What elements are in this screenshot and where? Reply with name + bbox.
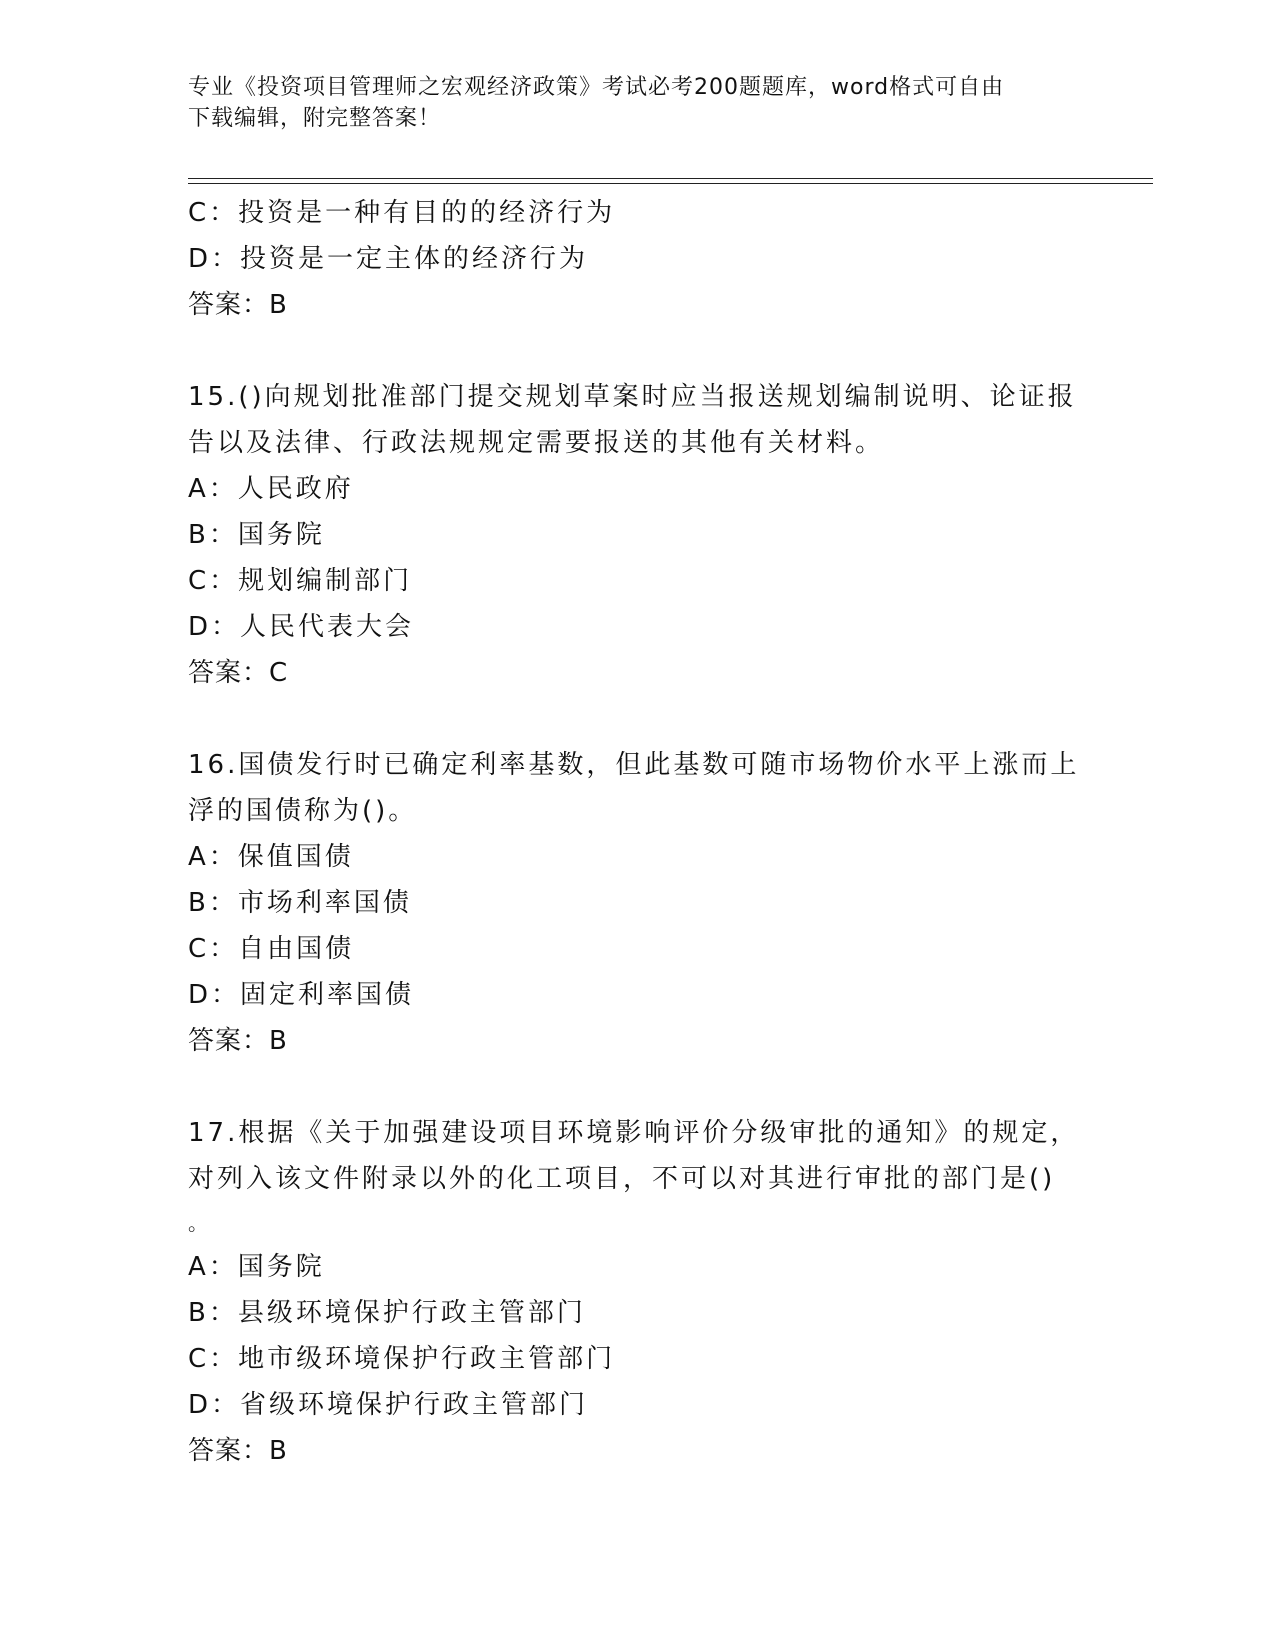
question-14-tail <box>188 190 1088 328</box>
answer-line: 答案：B <box>188 290 288 320</box>
question-15 <box>188 374 1088 696</box>
option-b: B：县级环境保护行政主管部门 <box>188 1298 586 1328</box>
question-stem-line-2: 浮的国债称为()。 <box>188 796 418 826</box>
option-a: A：人民政府 <box>188 474 354 504</box>
question-stem-line-1: 15.()向规划批准部门提交规划草案时应当报送规划编制说明、论证报 <box>188 382 1077 412</box>
question-stem-line-1: 17.根据《关于加强建设项目环境影响评价分级审批的通知》的规定， <box>188 1118 1080 1148</box>
answer-line: 答案：B <box>188 1436 288 1466</box>
option-a: A：保值国债 <box>188 842 354 872</box>
option-b: B：国务院 <box>188 520 325 550</box>
question-stem-line-3: 。 <box>188 1211 208 1235</box>
spacer <box>188 696 1088 742</box>
header-divider-top <box>188 178 1153 179</box>
header-line-2: 下载编辑，附完整答案！ <box>188 106 442 131</box>
option-d: D：投资是一定主体的经济行为 <box>188 244 589 274</box>
spacer <box>188 1064 1088 1110</box>
header-line-1: 专业《投资项目管理师之宏观经济政策》考试必考200题题库，word格式可自由 <box>188 75 1005 100</box>
question-stem-line-2: 告以及法律、行政法规规定需要报送的其他有关材料。 <box>188 428 885 458</box>
option-b: B：市场利率国债 <box>188 888 412 918</box>
spacer <box>188 328 1088 374</box>
question-stem-line-2: 对列入该文件附录以外的化工项目，不可以对其进行审批的部门是() <box>188 1164 1056 1194</box>
option-d: D：省级环境保护行政主管部门 <box>188 1390 589 1420</box>
option-c: C：地市级环境保护行政主管部门 <box>188 1344 616 1374</box>
question-list <box>188 190 1088 1474</box>
option-a: A：国务院 <box>188 1252 325 1282</box>
header-divider-bottom <box>188 183 1153 184</box>
option-d: D：人民代表大会 <box>188 612 415 642</box>
question-17 <box>188 1110 1088 1474</box>
option-c: C：投资是一种有目的的经济行为 <box>188 198 616 228</box>
question-stem-line-1: 16.国债发行时已确定利率基数，但此基数可随市场物价水平上涨而上 <box>188 750 1080 780</box>
option-d: D：固定利率国债 <box>188 980 415 1010</box>
question-16 <box>188 742 1088 1064</box>
answer-line: 答案：B <box>188 1026 288 1056</box>
answer-line: 答案：C <box>188 658 289 688</box>
option-c: C：自由国债 <box>188 934 355 964</box>
option-c: C：规划编制部门 <box>188 566 413 596</box>
document-header <box>188 72 1088 134</box>
